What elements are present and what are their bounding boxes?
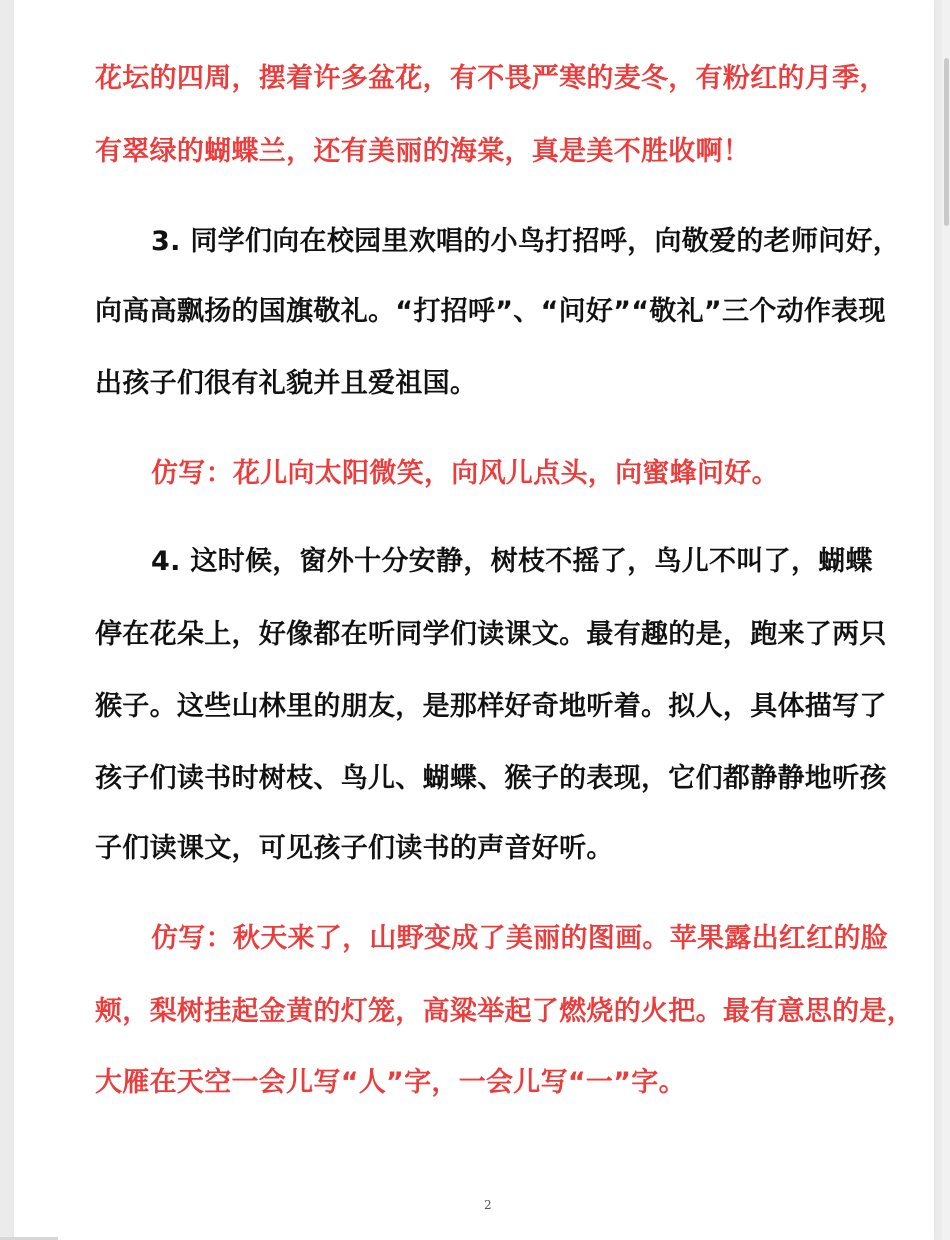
paragraph-3-line: 3. 同学们向在校园里欢唱的小鸟打招呼，向敬爱的老师问好， (151, 226, 901, 257)
imitation-text-line: 颊，梨树挂起金黄的灯笼，高粱举起了燃烧的火把。最有意思的是， (95, 996, 914, 1027)
imitation-text-line: 仿写：花儿向太阳微笑，向风儿点头，向蜜蜂问好。 (151, 458, 779, 489)
paragraph-4-line: 4. 这时候，窗外十分安静，树枝不摇了，鸟儿不叫了，蝴蝶 (151, 546, 873, 577)
imitation-text-line: 有翠绿的蝴蝶兰，还有美丽的海棠，真是美不胜收啊！ (95, 136, 751, 167)
paragraph-3-line: 出孩子们很有礼貌并且爱祖国。 (95, 368, 478, 399)
scrollbar-thumb[interactable] (944, 58, 949, 226)
paragraph-4-line: 停在花朵上，好像都在听同学们读课文。最有趣的是，跑来了两只 (95, 619, 887, 650)
imitation-text-line: 花坛的四周，摆着许多盆花，有不畏严寒的麦冬，有粉红的月季， (95, 63, 887, 94)
page-number: 2 (484, 1198, 492, 1212)
paragraph-4-line: 孩子们读书时树枝、鸟儿、蝴蝶、猴子的表现，它们都静静地听孩 (95, 763, 887, 794)
paragraph-4-line: 猴子。这些山林里的朋友，是那样好奇地听着。拟人，具体描写了 (95, 691, 887, 722)
imitation-text-line: 大雁在天空一会儿写“人”字，一会儿写“一”字。 (95, 1067, 686, 1098)
imitation-text-line: 仿写：秋天来了，山野变成了美丽的图画。苹果露出红红的脸 (151, 923, 889, 954)
paragraph-3-line: 向高高飘扬的国旗敬礼。“打招呼”、“问好”“敬礼”三个动作表现 (95, 296, 886, 327)
paragraph-4-line: 子们读课文，可见孩子们读书的声音好听。 (95, 833, 614, 864)
vertical-scrollbar[interactable] (942, 0, 950, 1240)
document-page (14, 0, 934, 1240)
